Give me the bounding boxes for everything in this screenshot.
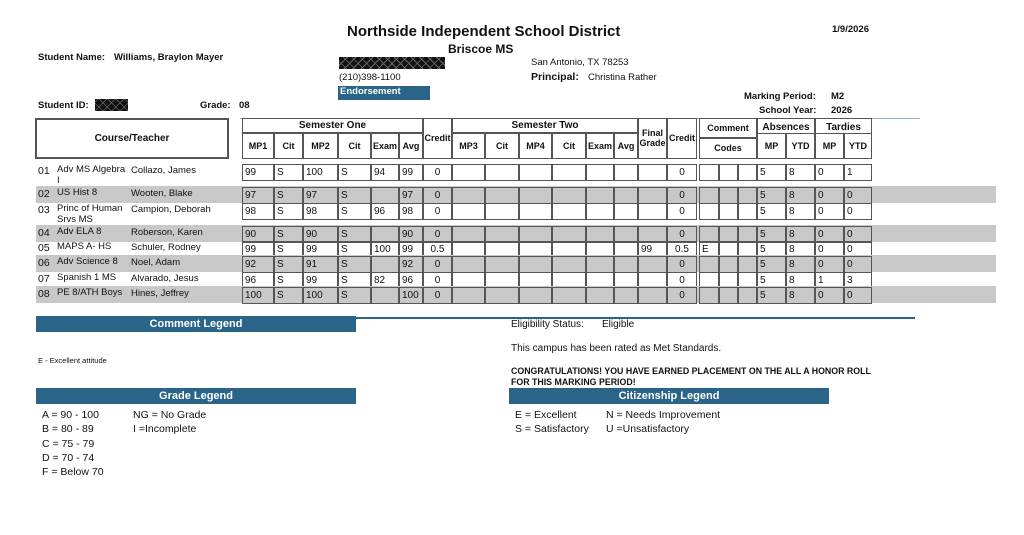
cell-mp1: 96 [242,272,274,289]
school-name: Briscoe MS [448,42,514,56]
row-period: 07 [38,273,50,285]
cell-cit1: S [274,287,303,304]
cell-mp3 [452,203,485,220]
comment-legend-item: E - Excellent attitude [38,356,107,365]
cell-credit1: 0 [423,256,452,273]
tardies-header: Tardies [815,118,872,138]
row-course: PE 8/ATH Boys [57,287,123,298]
cell-tard-mp: 0 [815,226,844,243]
cell-abs-ytd: 8 [786,272,815,289]
cell-credit2: 0 [667,203,697,220]
cell-cit1: S [274,226,303,243]
cell-code3 [738,203,757,220]
cell-mp2: 100 [303,287,338,304]
cell-mp3 [452,287,485,304]
semester-one-header: Semester One [242,118,423,133]
cell-exam1 [371,287,399,304]
grade-legend-a: A = 90 - 100 [42,409,99,421]
cell-exam2 [586,187,614,204]
marking-period-label: Marking Period: [744,91,816,102]
cell-avg1: 96 [399,272,423,289]
report-date: 1/9/2026 [832,24,869,35]
cell-credit2: 0 [667,256,697,273]
cell-final: 99 [638,241,667,258]
cell-avg2 [614,203,638,220]
legend-rule [356,317,915,319]
cell-abs-ytd: 8 [786,226,815,243]
cell-avg1: 97 [399,187,423,204]
cell-abs-ytd: 8 [786,241,815,258]
cell-mp2: 98 [303,203,338,220]
cell-avg1: 98 [399,203,423,220]
cell-code3 [738,256,757,273]
cell-cit4 [552,187,586,204]
credit-header-sem2: Credit [667,118,697,159]
citizenship-legend-u: U =Unsatisfactory [606,423,690,436]
student-id-label: Student ID: [38,100,89,111]
cell-code3 [738,187,757,204]
cell-abs-mp: 5 [757,203,786,220]
row-teacher: Wooten, Blake [131,188,193,199]
cell-credit2: 0 [667,187,697,204]
cell-credit1: 0 [423,187,452,204]
cell-cit3 [485,287,519,304]
citizenship-legend-e: E = Excellent [515,409,577,421]
cell-final [638,164,667,181]
cell-cit3 [485,256,519,273]
cell-mp1: 100 [242,287,274,304]
cell-cit1: S [274,241,303,258]
cell-credit1: 0 [423,226,452,243]
exam2-header: Exam [586,133,614,159]
row-course: Adv ELA 8 [57,226,102,237]
cit1-header: Cit [274,133,303,159]
cell-abs-ytd: 8 [786,164,815,181]
cell-abs-mp: 5 [757,164,786,181]
cell-mp4 [519,256,552,273]
cell-tard-ytd: 1 [844,164,872,181]
principal-label: Principal: [531,71,579,83]
school-phone: (210)398-1100 [339,72,401,83]
cell-cit1: S [274,164,303,181]
cell-credit1: 0 [423,287,452,304]
cell-exam2 [586,256,614,273]
grade-legend-i: I =Incomplete [133,423,197,436]
cell-tard-mp: 0 [815,241,844,258]
course-teacher-header: Course/Teacher [35,118,229,159]
cell-cit1: S [274,203,303,220]
grade-value: 08 [239,100,250,111]
cell-abs-mp: 5 [757,256,786,273]
absences-ytd-header: YTD [786,133,815,159]
cell-cit3 [485,203,519,220]
cell-code1 [699,287,719,304]
cell-cit3 [485,164,519,181]
district-title: Northside Independent School District [347,23,621,40]
cell-credit1: 0 [423,203,452,220]
cell-avg1: 90 [399,226,423,243]
cell-cit4 [552,164,586,181]
cell-abs-mp: 5 [757,272,786,289]
row-period: 01 [38,165,50,177]
citizenship-legend-n: N = Needs Improvement [606,409,721,421]
cell-tard-ytd: 0 [844,256,872,273]
absences-mp-header: MP [757,133,786,159]
grade-legend-col2 [133,408,206,437]
grade-legend-b: B = 80 - 89 [42,423,94,436]
tardies-ytd-header: YTD [844,133,872,159]
citizenship-legend-col1 [515,408,589,437]
row-period: 08 [38,288,50,300]
cell-abs-mp: 5 [757,287,786,304]
citizenship-legend-col2 [606,408,720,437]
row-course: MAPS A- HS [57,241,112,252]
principal-name: Christina Rather [588,72,657,83]
cell-tard-mp: 1 [815,272,844,289]
grade-legend-col1 [42,408,104,479]
cell-cit3 [485,187,519,204]
cell-avg2 [614,287,638,304]
grade-legend-c: C = 75 - 79 [42,437,95,450]
eligibility-label: Eligibility Status: [511,319,584,330]
cell-credit2: 0 [667,226,697,243]
cell-avg1: 92 [399,256,423,273]
codes-header: Codes [699,138,757,159]
row-teacher: Schuler, Rodney [131,242,201,253]
cell-mp3 [452,164,485,181]
cell-abs-ytd: 8 [786,287,815,304]
cell-credit1: 0.5 [423,241,452,258]
cell-credit2: 0.5 [667,241,697,258]
row-teacher: Collazo, James [131,165,196,176]
cell-tard-mp: 0 [815,256,844,273]
row-teacher: Noel, Adam [131,257,181,268]
cell-exam1 [371,187,399,204]
cell-tard-mp: 0 [815,164,844,181]
cell-cit2: S [338,226,371,243]
student-name: Williams, Braylon Mayer [114,52,224,63]
cell-exam1: 96 [371,203,399,220]
cit2-header: Cit [338,133,371,159]
cell-abs-mp: 5 [757,226,786,243]
cell-code1 [699,164,719,181]
cell-mp1: 97 [242,187,274,204]
mp2-header: MP2 [303,133,338,159]
cell-code2 [719,187,738,204]
row-period: 03 [38,204,50,216]
cell-exam1: 94 [371,164,399,181]
row-teacher: Hines, Jeffrey [131,288,189,299]
row-period: 06 [38,257,50,269]
credit-header-sem1: Credit [423,118,452,159]
row-period: 04 [38,227,50,239]
tardies-mp-header: MP [815,133,844,159]
student-name-label: Student Name: [38,52,106,63]
cell-mp2: 90 [303,226,338,243]
cell-final [638,287,667,304]
endorsement-bar: Endorsement [338,86,430,100]
absences-header: Absences [757,118,815,138]
exam1-header: Exam [371,133,399,159]
cell-code2 [719,256,738,273]
cell-code1 [699,203,719,220]
grade-legend-d: D = 70 - 74 [42,451,95,464]
cell-cit1: S [274,272,303,289]
cell-tard-ytd: 0 [844,287,872,304]
cell-avg1: 99 [399,164,423,181]
cell-cit2: S [338,241,371,258]
honor-roll-line2: FOR THIS MARKING PERIOD! [511,377,636,387]
cell-mp1: 99 [242,164,274,181]
row-period: 02 [38,188,50,200]
cell-final [638,203,667,220]
cell-cit2: S [338,203,371,220]
citizenship-legend-bar: Citizenship Legend [509,388,829,404]
cell-exam1: 100 [371,241,399,258]
grade-legend-f: F = Below 70 [42,466,104,479]
cell-exam2 [586,164,614,181]
cell-exam1 [371,256,399,273]
honor-roll-line1: CONGRATULATIONS! YOU HAVE EARNED PLACEMENT ON THE ALL A HONOR ROLL [511,366,871,376]
cell-mp1: 98 [242,203,274,220]
comment-legend-bar: Comment Legend [36,316,356,332]
cell-credit2: 0 [667,164,697,181]
cell-tard-mp: 0 [815,203,844,220]
cell-avg1: 100 [399,287,423,304]
cell-exam1: 82 [371,272,399,289]
cell-tard-ytd: 0 [844,187,872,204]
cell-code1 [699,256,719,273]
eligibility-value: Eligible [602,319,635,330]
cell-cit4 [552,287,586,304]
cell-avg2 [614,256,638,273]
cell-code3 [738,287,757,304]
cell-mp4 [519,203,552,220]
cell-tard-mp: 0 [815,187,844,204]
campus-rating: This campus has been rated as Met Standards. [511,343,722,354]
cell-mp2: 99 [303,272,338,289]
cell-abs-ytd: 8 [786,256,815,273]
row-course: Princ of Human Srvs MS [57,203,123,225]
cell-exam2 [586,203,614,220]
cell-abs-mp: 5 [757,241,786,258]
cell-abs-ytd: 8 [786,187,815,204]
row-teacher: Roberson, Karen [131,227,203,238]
cell-abs-ytd: 8 [786,203,815,220]
comment-header: Comment [699,118,757,138]
cell-mp3 [452,187,485,204]
citizenship-legend-s: S = Satisfactory [515,423,589,436]
cell-avg2 [614,187,638,204]
cell-mp2: 97 [303,187,338,204]
cell-mp4 [519,187,552,204]
cell-cit2: S [338,287,371,304]
cell-cit2: S [338,164,371,181]
cell-tard-ytd: 0 [844,226,872,243]
grade-legend-ng: NG = No Grade [133,409,207,421]
cit3-header: Cit [485,133,519,159]
cell-cit2: S [338,256,371,273]
cell-tard-ytd: 0 [844,241,872,258]
cell-avg2 [614,164,638,181]
school-year-label: School Year: [759,105,817,116]
row-course: US Hist 8 [57,187,98,198]
cell-code2 [719,203,738,220]
cell-mp2: 91 [303,256,338,273]
cell-code2 [719,164,738,181]
cell-mp4 [519,164,552,181]
row-teacher: Campion, Deborah [131,204,211,215]
cell-code2 [719,287,738,304]
cell-mp2: 99 [303,241,338,258]
cell-code1: E [699,241,719,258]
redacted-student-id [95,99,128,111]
cit4-header: Cit [552,133,586,159]
cell-mp2: 100 [303,164,338,181]
mp4-header: MP4 [519,133,552,159]
cell-final [638,187,667,204]
cell-abs-mp: 5 [757,187,786,204]
cell-cit2: S [338,187,371,204]
cell-tard-ytd: 0 [844,203,872,220]
cell-cit1: S [274,187,303,204]
cell-mp4 [519,287,552,304]
cell-final [638,256,667,273]
cell-tard-mp: 0 [815,287,844,304]
final-grade-header: Final Grade [638,118,667,159]
row-period: 05 [38,242,50,254]
redacted-address [339,57,445,69]
grade-legend-bar: Grade Legend [36,388,356,404]
cell-cit2: S [338,272,371,289]
row-course: Adv Science 8 [57,256,118,267]
cell-cit1: S [274,256,303,273]
avg2-header: Avg [614,133,638,159]
cell-avg1: 99 [399,241,423,258]
mp3-header: MP3 [452,133,485,159]
cell-mp1: 90 [242,226,274,243]
cell-cit4 [552,203,586,220]
cell-credit2: 0 [667,272,697,289]
cell-mp1: 92 [242,256,274,273]
cell-cit4 [552,256,586,273]
cell-credit1: 0 [423,272,452,289]
school-city: San Antonio, TX 78253 [531,57,629,68]
grade-label: Grade: [200,100,231,111]
row-course: Adv MS Algebra I [57,164,126,186]
cell-credit1: 0 [423,164,452,181]
cell-code3 [738,164,757,181]
row-course: Spanish 1 MS [57,272,117,283]
cell-exam2 [586,287,614,304]
cell-code1 [699,187,719,204]
avg1-header: Avg [399,133,423,159]
cell-tard-ytd: 3 [844,272,872,289]
semester-two-header: Semester Two [452,118,638,133]
marking-period-value: M2 [831,91,845,102]
school-year-value: 2026 [831,105,853,116]
mp1-header: MP1 [242,133,274,159]
row-teacher: Alvarado, Jesus [131,273,199,284]
cell-mp3 [452,256,485,273]
cell-mp1: 99 [242,241,274,258]
cell-credit2: 0 [667,287,697,304]
